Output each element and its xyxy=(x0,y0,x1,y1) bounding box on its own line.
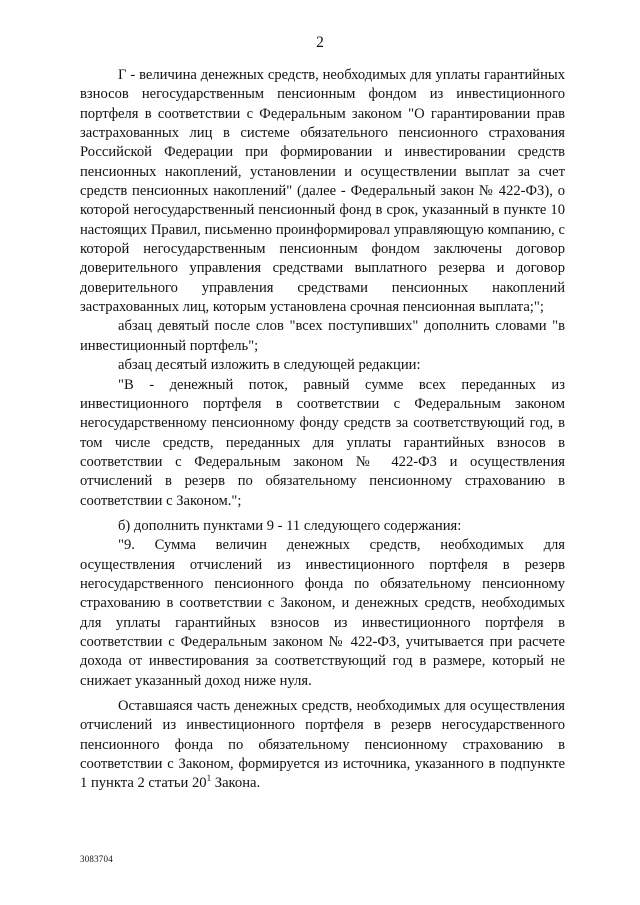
paragraph-remaining-part xyxy=(80,697,565,794)
article-superscript: 1 xyxy=(206,773,212,784)
page-number: 2 xyxy=(316,34,324,51)
paragraph-tenth-abzac: абзац десятый изложить в следующей редакции: xyxy=(118,357,421,374)
paragraph-remaining-text: Оставшаяся часть денежных средств, необходимых для осуществления отчислений из инвестиционного портфеля в резерв негосударственного пенсионного фонда по обязательному пенсионному страхованию в соответствии с Законом, формируется из источника, указанного в подпункте 1 пункта 2 статьи 20 xyxy=(80,698,565,792)
document-id: 3083704 xyxy=(80,854,113,864)
document-body xyxy=(80,66,565,794)
paragraph-g-definition: Г - величина денежных средств, необходимых для уплаты гарантийных взносов негосударственным пенсионным фондом из инвестиционного портфеля в соответствии с Федеральным законом "О гарантировании прав застрахованных лиц в системе обязательного пенсионного страхования Российской Федерации при формировании и инвестировании средств пенсионных накоплений, установлении и осуществлении выплат за счет средств пенсионных накоплений" (далее - Федеральный закон № 422-ФЗ), о которой негосударственный пенсионный фонд в срок, указанный в пункте 10 настоящих Правил, письменно проинформировал управляющую компанию, с которой негосударственным пенсионным фондом заключены договор доверительного управления средствами выплатного резерва и договор доверительного управления средствами пенсионных накоплений застрахованных лиц, которым установлена срочная пенсионная выплата;"; xyxy=(80,67,565,316)
paragraph-ninth-abzac: абзац девятый после слов "всех поступивших" дополнить словами "в инвестиционный портфель"; xyxy=(80,318,565,354)
paragraph-add-items: б) дополнить пунктами 9 - 11 следующего содержания: xyxy=(118,517,462,534)
paragraph-b-definition: "В - денежный поток, равный сумме всех переданных из инвестиционного портфеля в соответствии с Федеральным законом негосударственному пенсионному фонду средств за соответствующий год, в том числе средств, переданных для уплаты гарантийных взносов в соответствии с Федеральным законом № 422-ФЗ и осуществления отчислений в резерв по обязательному пенсионному страхованию в соответствии с Законом."; xyxy=(80,376,565,509)
paragraph-remaining-tail: Закона. xyxy=(211,775,261,792)
paragraph-item-9: "9. Сумма величин денежных средств, необходимых для осуществления отчислений из инвестиционного портфеля в резерв негосударственного пенсионного фонда по обязательному пенсионному страхованию в соответствии с Законом, и денежных средств, необходимых для уплаты гарантийных взносов из инвестиционного портфеля в соответствии с Федеральным законом № 422-ФЗ, учитывается при расчете дохода от инвестирования за соответствующий год в размере, который не снижает указанный доход ниже нуля. xyxy=(80,537,565,689)
